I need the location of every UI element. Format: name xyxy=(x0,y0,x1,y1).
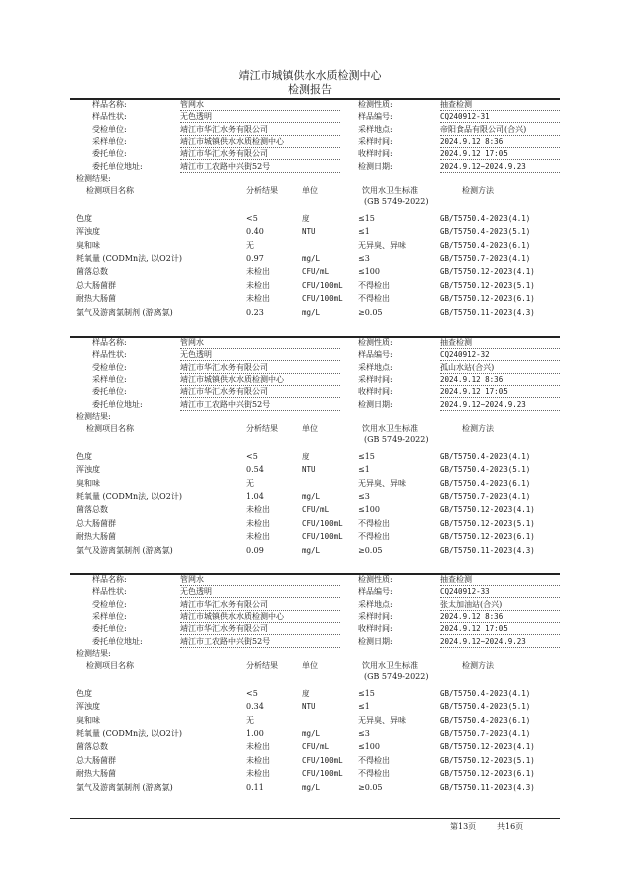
field-label-sampling_time: 采样时间: xyxy=(358,611,393,621)
result-unit: mg/L xyxy=(302,545,321,555)
field-underline xyxy=(180,159,340,160)
field-label-receive_time: 收样时间: xyxy=(358,149,393,159)
field-label-client: 委托单位: xyxy=(92,387,127,397)
field-underline xyxy=(180,135,340,136)
result-method: GB/T5750.4-2023(5.1) xyxy=(440,465,531,475)
result-unit: CFU/100mL xyxy=(302,532,343,542)
col-header-unit: 单位 xyxy=(302,423,318,433)
col-header-standard: 饮用水卫生标准 xyxy=(362,423,418,433)
field-underline xyxy=(440,597,560,598)
result-value: 未检出 xyxy=(246,742,270,752)
field-label-entrusted_unit: 受检单位: xyxy=(92,124,127,134)
result-value: 未检出 xyxy=(246,755,270,765)
results-heading: 检测结果: xyxy=(76,173,111,183)
result-method: GB/T5750.4-2023(4.1) xyxy=(440,451,531,461)
result-method: GB/T5750.11-2023(4.3) xyxy=(440,782,535,792)
result-standard: 不得检出 xyxy=(358,280,390,290)
result-method: GB/T5750.4-2023(6.1) xyxy=(440,715,531,725)
result-value: <5 xyxy=(246,688,258,698)
result-unit: 度 xyxy=(302,688,310,698)
result-item-name: 耐热大肠菌 xyxy=(76,532,116,542)
field-label-sampling_site: 采样地点: xyxy=(358,362,393,372)
field-value-sampling_unit: 靖江市城镇供水水质检测中心 xyxy=(180,136,284,146)
result-value: 0.34 xyxy=(246,702,264,712)
result-value: 0.23 xyxy=(246,307,264,317)
result-unit: mg/L xyxy=(302,492,321,501)
result-standard: 无异臭、异味 xyxy=(358,240,406,250)
result-item-name: 色度 xyxy=(76,451,92,461)
field-label-sampling_unit: 采样单位: xyxy=(92,374,127,384)
result-standard: ≤3 xyxy=(358,729,370,738)
field-underline xyxy=(180,348,340,349)
field-label-sample_name: 样品名称: xyxy=(92,575,127,584)
result-item-name: 总大肠菌群 xyxy=(76,280,116,290)
result-standard: ≤1 xyxy=(358,227,370,237)
result-method: GB/T5750.11-2023(4.3) xyxy=(440,545,535,555)
result-value: 未检出 xyxy=(246,505,270,515)
field-label-sampling_site: 采样地点: xyxy=(358,599,393,609)
result-method: GB/T5750.4-2023(5.1) xyxy=(440,702,531,712)
result-value: 未检出 xyxy=(246,532,270,542)
results-heading: 检测结果: xyxy=(76,411,111,421)
result-method: GB/T5750.4-2023(4.1) xyxy=(440,213,531,223)
field-label-test_nature: 检测性质: xyxy=(358,338,393,347)
result-value: 未检出 xyxy=(246,280,270,290)
field-value-test_date: 2024.9.12~2024.9.23 xyxy=(440,636,526,646)
col-header-standard-ref: (GB 5749-2022) xyxy=(364,671,429,681)
field-value-entrusted_unit: 靖江市华汇水务有限公司 xyxy=(180,362,268,372)
field-value-client_address: 靖江市工农路中兴街52号 xyxy=(180,636,271,646)
field-underline xyxy=(440,110,560,111)
field-underline xyxy=(180,110,340,111)
result-item-name: 氯气及游离氯制剂 (游离氯) xyxy=(76,545,173,555)
field-value-test_date: 2024.9.12~2024.9.23 xyxy=(440,399,526,409)
field-label-client: 委托单位: xyxy=(92,624,127,634)
result-item-name: 耗氧量 (CODMn法, 以O2计) xyxy=(76,254,182,263)
field-underline xyxy=(180,647,340,648)
result-unit: CFU/100mL xyxy=(302,518,343,528)
field-value-sample_no: CQ240912-32 xyxy=(440,350,490,360)
result-standard: ≤15 xyxy=(358,688,375,698)
col-header-standard: 饮用水卫生标准 xyxy=(362,185,418,195)
field-label-sample_no: 样品编号: xyxy=(358,112,393,122)
result-unit: 度 xyxy=(302,451,310,461)
result-method: GB/T5750.4-2023(6.1) xyxy=(440,478,531,488)
result-value: 1.04 xyxy=(246,492,264,501)
result-standard: ≥0.05 xyxy=(358,307,383,317)
result-unit: mg/L xyxy=(302,729,321,738)
field-underline xyxy=(440,348,560,349)
field-value-client: 靖江市华汇水务有限公司 xyxy=(180,624,268,634)
field-value-sampling_unit: 靖江市城镇供水水质检测中心 xyxy=(180,374,284,384)
result-item-name: 总大肠菌群 xyxy=(76,518,116,528)
field-underline xyxy=(180,172,340,173)
result-item-name: 耗氧量 (CODMn法, 以O2计) xyxy=(76,492,182,501)
page-number: 第13页 xyxy=(450,822,477,831)
result-standard: 无异臭、异味 xyxy=(358,715,406,725)
col-header-method: 检测方法 xyxy=(462,423,494,433)
field-label-test_date: 检测日期: xyxy=(358,399,393,409)
field-label-sample_char: 样品性状: xyxy=(92,350,127,360)
field-value-sample_no: CQ240912-33 xyxy=(440,587,490,597)
result-method: GB/T5750.12-2023(5.1) xyxy=(440,755,535,765)
result-standard: ≤100 xyxy=(358,742,380,752)
result-item-name: 菌落总数 xyxy=(76,267,108,277)
result-standard: ≤15 xyxy=(358,213,375,223)
field-underline xyxy=(440,159,560,160)
field-underline xyxy=(180,122,340,123)
field-value-test_nature: 抽查检测 xyxy=(440,338,472,347)
result-item-name: 菌落总数 xyxy=(76,742,108,752)
field-underline xyxy=(440,647,560,648)
result-value: 0.54 xyxy=(246,465,264,475)
field-label-test_nature: 检测性质: xyxy=(358,100,393,109)
result-item-name: 菌落总数 xyxy=(76,505,108,515)
field-label-sampling_unit: 采样单位: xyxy=(92,611,127,621)
field-underline xyxy=(440,397,560,398)
result-method: GB/T5750.12-2023(4.1) xyxy=(440,742,535,752)
field-value-receive_time: 2024.9.12 17:05 xyxy=(440,624,508,634)
field-underline xyxy=(440,622,560,623)
result-method: GB/T5750.12-2023(6.1) xyxy=(440,294,535,304)
report-subtitle: 检测报告 xyxy=(288,83,332,96)
field-label-client: 委托单位: xyxy=(92,149,127,159)
result-unit: NTU xyxy=(302,465,316,475)
result-item-name: 氯气及游离氯制剂 (游离氯) xyxy=(76,782,173,792)
field-label-test_nature: 检测性质: xyxy=(358,575,393,584)
result-standard: ≤1 xyxy=(358,702,370,712)
report-org-title: 靖江市城镇供水水质检测中心 xyxy=(238,69,382,82)
field-underline xyxy=(440,135,560,136)
result-item-name: 浑浊度 xyxy=(76,465,100,475)
result-standard: 不得检出 xyxy=(358,755,390,765)
result-method: GB/T5750.4-2023(6.1) xyxy=(440,240,531,250)
result-method: GB/T5750.4-2023(5.1) xyxy=(440,227,531,237)
field-label-test_date: 检测日期: xyxy=(358,161,393,171)
col-header-item: 检测项目名称 xyxy=(86,185,134,195)
field-label-sample_name: 样品名称: xyxy=(92,100,127,109)
field-value-name: 管网水 xyxy=(180,575,204,584)
col-header-standard-ref: (GB 5749-2022) xyxy=(364,196,429,206)
field-underline xyxy=(440,122,560,123)
result-value: 0.40 xyxy=(246,227,264,237)
field-value-client: 靖江市华汇水务有限公司 xyxy=(180,387,268,397)
field-underline xyxy=(180,634,340,635)
result-value: 1.00 xyxy=(246,729,264,738)
result-item-name: 浑浊度 xyxy=(76,702,100,712)
field-value-receive_time: 2024.9.12 17:05 xyxy=(440,387,508,397)
result-method: GB/T5750.7-2023(4.1) xyxy=(440,729,531,738)
result-standard: 不得检出 xyxy=(358,294,390,304)
result-unit: CFU/mL xyxy=(302,267,330,277)
field-underline xyxy=(180,597,340,598)
result-standard: 不得检出 xyxy=(358,769,390,779)
field-value-test_nature: 抽查检测 xyxy=(440,575,472,584)
field-label-entrusted_unit: 受检单位: xyxy=(92,599,127,609)
field-underline xyxy=(180,622,340,623)
field-underline xyxy=(440,410,560,411)
field-value-sampling_time: 2024.9.12 8:36 xyxy=(440,611,504,621)
field-label-sample_no: 样品编号: xyxy=(358,587,393,597)
result-unit: CFU/100mL xyxy=(302,294,343,304)
result-value: 未检出 xyxy=(246,769,270,779)
result-method: GB/T5750.7-2023(4.1) xyxy=(440,492,531,501)
col-header-item: 检测项目名称 xyxy=(86,423,134,433)
field-value-name: 管网水 xyxy=(180,338,204,347)
result-item-name: 色度 xyxy=(76,688,92,698)
result-value: 未检出 xyxy=(246,294,270,304)
result-item-name: 耐热大肠菌 xyxy=(76,769,116,779)
col-header-standard-ref: (GB 5749-2022) xyxy=(364,434,429,444)
result-unit: mg/L xyxy=(302,307,321,317)
field-value-sampling_site: 帝阳食品有限公司(合兴) xyxy=(440,124,527,134)
result-unit: mg/L xyxy=(302,782,321,792)
result-value: <5 xyxy=(246,451,258,461)
result-standard: ≤100 xyxy=(358,505,380,515)
col-header-unit: 单位 xyxy=(302,660,318,670)
field-underline xyxy=(180,373,340,374)
field-underline xyxy=(440,360,560,361)
results-heading: 检测结果: xyxy=(76,648,111,658)
result-item-name: 浑浊度 xyxy=(76,227,100,237)
result-method: GB/T5750.12-2023(5.1) xyxy=(440,280,535,290)
field-value-test_date: 2024.9.12~2024.9.23 xyxy=(440,161,526,171)
col-header-method: 检测方法 xyxy=(462,660,494,670)
result-item-name: 臭和味 xyxy=(76,715,100,725)
sample-block-top-rule xyxy=(70,98,560,100)
col-header-unit: 单位 xyxy=(302,185,318,195)
result-item-name: 氯气及游离氯制剂 (游离氯) xyxy=(76,307,173,317)
field-label-sample_char: 样品性状: xyxy=(92,112,127,122)
field-label-sample_name: 样品名称: xyxy=(92,338,127,347)
result-standard: 不得检出 xyxy=(358,518,390,528)
field-label-sampling_time: 采样时间: xyxy=(358,136,393,146)
result-item-name: 耐热大肠菌 xyxy=(76,294,116,304)
result-method: GB/T5750.12-2023(6.1) xyxy=(440,769,535,779)
field-underline xyxy=(440,610,560,611)
result-value: 0.11 xyxy=(246,782,264,792)
result-unit: CFU/mL xyxy=(302,742,330,752)
col-header-standard: 饮用水卫生标准 xyxy=(362,660,418,670)
result-method: GB/T5750.12-2023(4.1) xyxy=(440,267,535,277)
result-unit: CFU/100mL xyxy=(302,280,343,290)
result-method: GB/T5750.11-2023(4.3) xyxy=(440,307,535,317)
result-method: GB/T5750.7-2023(4.1) xyxy=(440,254,531,263)
col-header-method: 检测方法 xyxy=(462,185,494,195)
field-label-sample_no: 样品编号: xyxy=(358,350,393,360)
result-item-name: 色度 xyxy=(76,213,92,223)
field-value-entrusted_unit: 靖江市华汇水务有限公司 xyxy=(180,599,268,609)
result-unit: CFU/mL xyxy=(302,505,330,515)
sample-block-top-rule xyxy=(70,336,560,338)
field-value-character: 无色透明 xyxy=(180,350,212,360)
result-standard: ≤100 xyxy=(358,267,380,277)
footer-rule xyxy=(70,818,560,819)
result-value: 0.09 xyxy=(246,545,264,555)
result-item-name: 臭和味 xyxy=(76,240,100,250)
result-standard: ≤1 xyxy=(358,465,370,475)
field-value-client_address: 靖江市工农路中兴街52号 xyxy=(180,399,271,409)
field-underline xyxy=(180,360,340,361)
field-label-client_address: 委托单位地址: xyxy=(92,636,143,646)
result-value: 未检出 xyxy=(246,518,270,528)
result-method: GB/T5750.4-2023(4.1) xyxy=(440,688,531,698)
result-standard: ≤15 xyxy=(358,451,375,461)
field-underline xyxy=(180,385,340,386)
page-total: 共16页 xyxy=(497,822,524,831)
result-standard: ≤3 xyxy=(358,254,370,263)
result-item-name: 耗氧量 (CODMn法, 以O2计) xyxy=(76,729,182,738)
field-underline xyxy=(440,585,560,586)
field-label-sampling_time: 采样时间: xyxy=(358,374,393,384)
field-value-receive_time: 2024.9.12 17:05 xyxy=(440,149,508,159)
field-value-sampling_site: 孤山水站(合兴) xyxy=(440,362,495,372)
field-value-sampling_time: 2024.9.12 8:36 xyxy=(440,136,504,146)
result-item-name: 臭和味 xyxy=(76,478,100,488)
field-value-character: 无色透明 xyxy=(180,112,212,122)
result-unit: NTU xyxy=(302,227,316,237)
result-standard: ≤3 xyxy=(358,492,370,501)
field-underline xyxy=(180,585,340,586)
result-unit: 度 xyxy=(302,213,310,223)
field-underline xyxy=(440,385,560,386)
result-value: 无 xyxy=(246,478,254,488)
field-value-sampling_time: 2024.9.12 8:36 xyxy=(440,374,504,384)
field-label-sampling_unit: 采样单位: xyxy=(92,136,127,146)
result-value: 无 xyxy=(246,240,254,250)
result-standard: ≥0.05 xyxy=(358,545,383,555)
result-unit: CFU/100mL xyxy=(302,769,343,779)
field-value-test_nature: 抽查检测 xyxy=(440,100,472,109)
col-header-result: 分析结果 xyxy=(246,185,278,195)
field-label-receive_time: 收样时间: xyxy=(358,624,393,634)
field-value-entrusted_unit: 靖江市华汇水务有限公司 xyxy=(180,124,268,134)
field-label-entrusted_unit: 受检单位: xyxy=(92,362,127,372)
result-value: <5 xyxy=(246,213,258,223)
field-value-client: 靖江市华汇水务有限公司 xyxy=(180,149,268,159)
field-value-sampling_site: 张太加油站(合兴) xyxy=(440,599,503,609)
field-label-test_date: 检测日期: xyxy=(358,636,393,646)
field-underline xyxy=(440,172,560,173)
field-value-client_address: 靖江市工农路中兴街52号 xyxy=(180,161,271,171)
field-label-receive_time: 收样时间: xyxy=(358,387,393,397)
field-underline xyxy=(180,147,340,148)
result-value: 未检出 xyxy=(246,267,270,277)
field-underline xyxy=(440,147,560,148)
field-value-sample_no: CQ240912-31 xyxy=(440,112,490,122)
result-value: 无 xyxy=(246,715,254,725)
result-unit: mg/L xyxy=(302,254,321,263)
result-unit: CFU/100mL xyxy=(302,755,343,765)
field-label-client_address: 委托单位地址: xyxy=(92,161,143,171)
result-item-name: 总大肠菌群 xyxy=(76,755,116,765)
result-standard: 不得检出 xyxy=(358,532,390,542)
field-underline xyxy=(440,634,560,635)
result-standard: ≥0.05 xyxy=(358,782,383,792)
result-method: GB/T5750.12-2023(4.1) xyxy=(440,505,535,515)
field-underline xyxy=(440,373,560,374)
col-header-item: 检测项目名称 xyxy=(86,660,134,670)
field-underline xyxy=(180,397,340,398)
field-underline xyxy=(180,610,340,611)
field-value-sampling_unit: 靖江市城镇供水水质检测中心 xyxy=(180,611,284,621)
col-header-result: 分析结果 xyxy=(246,423,278,433)
field-label-sample_char: 样品性状: xyxy=(92,587,127,597)
field-value-name: 管网水 xyxy=(180,100,204,109)
field-label-sampling_site: 采样地点: xyxy=(358,124,393,134)
sample-block-top-rule xyxy=(70,573,560,575)
result-method: GB/T5750.12-2023(6.1) xyxy=(440,532,535,542)
field-underline xyxy=(180,410,340,411)
field-value-character: 无色透明 xyxy=(180,587,212,597)
result-method: GB/T5750.12-2023(5.1) xyxy=(440,518,535,528)
result-value: 0.97 xyxy=(246,254,264,263)
result-unit: NTU xyxy=(302,702,316,712)
result-standard: 无异臭、异味 xyxy=(358,478,406,488)
field-label-client_address: 委托单位地址: xyxy=(92,399,143,409)
col-header-result: 分析结果 xyxy=(246,660,278,670)
